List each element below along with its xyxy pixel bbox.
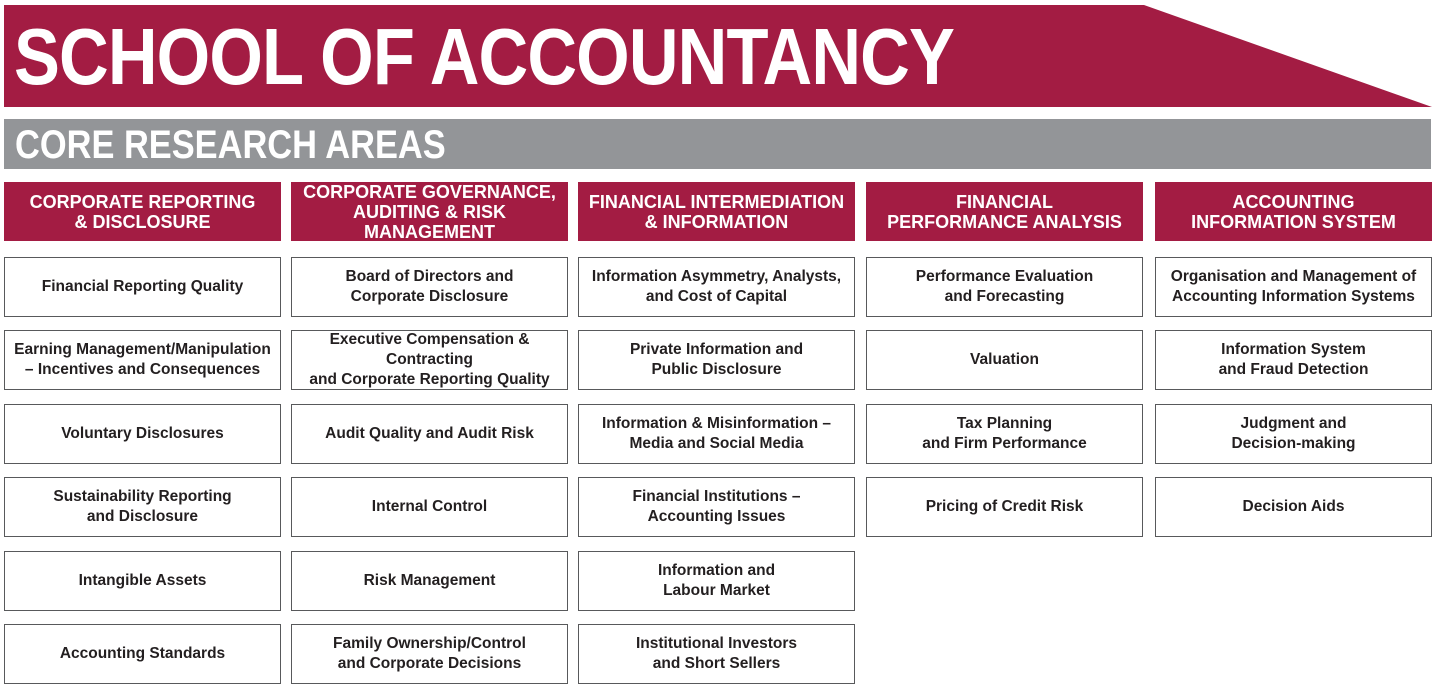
research-area-cell: Information System and Fraud Detection — [1155, 330, 1432, 390]
research-area-cell: Intangible Assets — [4, 551, 281, 611]
research-area-cell: Accounting Standards — [4, 624, 281, 684]
research-area-cell: Financial Institutions – Accounting Issues — [578, 477, 855, 537]
research-area-cell: Executive Compensation & Contracting and Corporate Reporting Quality — [291, 330, 568, 390]
research-area-cell: Organisation and Management of Accounting Information Systems — [1155, 257, 1432, 317]
research-area-cell: Performance Evaluation and Forecasting — [866, 257, 1143, 317]
research-area-cell: Internal Control — [291, 477, 568, 537]
column-header: FINANCIAL PERFORMANCE ANALYSIS — [866, 182, 1143, 241]
research-area-cell: Institutional Investors and Short Sellers — [578, 624, 855, 684]
research-area-cell: Earning Management/Manipulation – Incentives and Consequences — [4, 330, 281, 390]
research-area-cell: Risk Management — [291, 551, 568, 611]
research-area-cell: Tax Planning and Firm Performance — [866, 404, 1143, 464]
research-area-cell: Voluntary Disclosures — [4, 404, 281, 464]
research-area-cell: Audit Quality and Audit Risk — [291, 404, 568, 464]
column-header: ACCOUNTING INFORMATION SYSTEM — [1155, 182, 1432, 241]
research-area-cell: Information Asymmetry, Analysts, and Cost of Capital — [578, 257, 855, 317]
page-subtitle: CORE RESEARCH AREAS — [15, 123, 446, 167]
research-area-cell: Pricing of Credit Risk — [866, 477, 1143, 537]
page-title: SCHOOL OF ACCOUNTANCY — [14, 12, 955, 101]
column-header: CORPORATE REPORTING & DISCLOSURE — [4, 182, 281, 241]
research-area-cell: Sustainability Reporting and Disclosure — [4, 477, 281, 537]
research-area-cell: Private Information and Public Disclosure — [578, 330, 855, 390]
research-area-cell: Financial Reporting Quality — [4, 257, 281, 317]
research-area-cell: Decision Aids — [1155, 477, 1432, 537]
column-header: CORPORATE GOVERNANCE, AUDITING & RISK MANAGEMENT — [291, 182, 568, 241]
title-banner — [4, 5, 1432, 107]
research-area-cell: Family Ownership/Control and Corporate Decisions — [291, 624, 568, 684]
subtitle-bar — [4, 119, 1431, 169]
research-area-cell: Information & Misinformation – Media and Social Media — [578, 404, 855, 464]
column-header: FINANCIAL INTERMEDIATION & INFORMATION — [578, 182, 855, 241]
research-area-cell: Judgment and Decision-making — [1155, 404, 1432, 464]
research-area-cell: Information and Labour Market — [578, 551, 855, 611]
research-area-cell: Valuation — [866, 330, 1143, 390]
research-area-cell: Board of Directors and Corporate Disclosure — [291, 257, 568, 317]
